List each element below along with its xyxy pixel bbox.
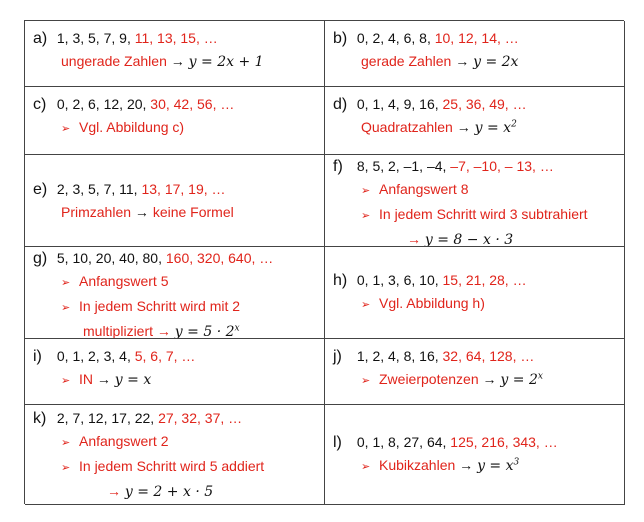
- formula-exponent: 2: [511, 119, 517, 130]
- formula: y = 2x + 1: [188, 54, 264, 70]
- sequence-known: 0, 1, 2, 3, 4,: [56, 348, 135, 364]
- sequence-known: 0, 1, 8, 27, 64,: [356, 433, 451, 450]
- note-1: Anfangswert 5: [79, 273, 169, 289]
- arrow-icon: →: [107, 483, 121, 499]
- sequence-known: 0, 2, 6, 12, 20,: [56, 96, 151, 112]
- arrow-icon: →: [156, 323, 171, 339]
- arrow-icon: →: [459, 456, 474, 473]
- cell-g: [25, 247, 325, 339]
- arrow-icon: →: [170, 53, 185, 69]
- formula-base: y = 5 · 2: [174, 324, 235, 339]
- cell-h: [325, 247, 625, 339]
- cell-d: [325, 87, 625, 155]
- note: Vgl. Abbildung c): [79, 119, 185, 135]
- cell-label: b): [333, 30, 348, 47]
- description: IN: [79, 371, 93, 387]
- bullet-icon: ➢: [61, 462, 71, 474]
- bullet-icon: ➢: [61, 302, 71, 314]
- cell-k: [25, 405, 325, 505]
- formula-base: y = x: [474, 120, 512, 136]
- description-2: keine Formel: [152, 203, 234, 220]
- cell-e: [25, 155, 325, 247]
- sequence-continuation: 27, 32, 37, …: [158, 410, 243, 426]
- cell-label: h): [333, 271, 348, 289]
- note-2: In jedem Schritt wird 3 subtrahiert: [379, 206, 588, 222]
- sequence-continuation: 5, 6, 7, …: [134, 348, 196, 364]
- note-2: In jedem Schritt wird 5 addiert: [79, 458, 265, 474]
- sequence-known: 0, 1, 4, 9, 16,: [356, 96, 443, 112]
- sequence-known: 8, 5, 2, –1, –4,: [356, 158, 451, 174]
- cell-l: [325, 405, 625, 505]
- sequence-known: 1, 2, 4, 8, 16,: [356, 348, 443, 364]
- cell-label: c): [33, 96, 47, 113]
- bullet-icon: ➢: [361, 210, 371, 222]
- cell-j: [325, 339, 625, 405]
- note-3: multipliziert: [83, 323, 154, 339]
- sequence-known: 5, 10, 20, 40, 80,: [56, 250, 166, 266]
- sequence-continuation: 13, 17, 19, …: [141, 180, 226, 197]
- sequence-continuation: 30, 42, 56, …: [150, 96, 235, 112]
- formula: y = 8 − x · 3: [424, 232, 514, 247]
- formula-base: y = 2: [500, 372, 538, 388]
- note: Vgl. Abbildung h): [379, 294, 485, 311]
- description: Primzahlen: [61, 203, 132, 220]
- description: Zweierpotenzen: [379, 371, 479, 387]
- cell-label: f): [333, 158, 343, 175]
- arrow-icon: →: [455, 53, 470, 69]
- bullet-icon: ➢: [361, 460, 371, 473]
- bullet-icon: ➢: [61, 277, 71, 289]
- arrow-icon: →: [482, 371, 497, 387]
- sequence-known: 2, 7, 12, 17, 22,: [56, 410, 159, 426]
- arrow-icon: →: [456, 119, 471, 135]
- description: Quadratzahlen: [361, 119, 453, 135]
- note-1: Anfangswert 8: [379, 181, 469, 197]
- cell-label: e): [33, 180, 48, 198]
- cell-c: [25, 87, 325, 155]
- sequence-known: 1, 3, 5, 7, 9,: [56, 30, 135, 46]
- cell-label: k): [33, 410, 47, 427]
- sequence-known: 0, 1, 3, 6, 10,: [356, 271, 443, 288]
- description: gerade Zahlen: [361, 53, 452, 69]
- formula-exponent: 3: [513, 456, 520, 467]
- bullet-icon: ➢: [61, 437, 71, 449]
- note-1: Anfangswert 2: [79, 433, 169, 449]
- formula: [500, 372, 543, 388]
- description: ungerade Zahlen: [61, 53, 167, 69]
- formula: [175, 324, 240, 339]
- cell-f: [325, 155, 625, 247]
- cell-label: i): [33, 348, 42, 365]
- bullet-icon: ➢: [61, 375, 71, 387]
- cell-label: a): [33, 30, 48, 47]
- bullet-icon: ➢: [361, 375, 371, 387]
- bullet-icon: ➢: [361, 298, 371, 311]
- sequence-continuation: 125, 216, 343, …: [450, 433, 558, 450]
- formula: y = 2x: [473, 54, 519, 70]
- sequence-continuation: 160, 320, 640, …: [165, 250, 274, 266]
- formula: y = 2 + x · 5: [124, 484, 214, 500]
- note-2: In jedem Schritt wird mit 2: [79, 298, 241, 314]
- sequence-known: 2, 3, 5, 7, 11,: [56, 180, 142, 197]
- bullet-icon: ➢: [61, 123, 71, 135]
- sequence-continuation: 15, 21, 28, …: [442, 271, 527, 288]
- cell-label: d): [333, 96, 348, 113]
- formula-base: y = x: [477, 457, 514, 474]
- cell-label: l): [333, 433, 342, 451]
- arrow-icon: →: [96, 371, 111, 387]
- sequence-continuation: 10, 12, 14, …: [434, 30, 519, 46]
- cell-label: j): [333, 348, 342, 365]
- formula: [477, 458, 519, 474]
- cell-a: [25, 21, 325, 87]
- formula-exponent: x: [537, 371, 543, 382]
- cell-b: [325, 21, 625, 87]
- sequence-continuation: 25, 36, 49, …: [442, 96, 527, 112]
- arrow-icon: →: [134, 203, 149, 220]
- formula: y = x: [114, 372, 152, 388]
- description: Kubikzahlen: [379, 456, 456, 473]
- sequence-known: 0, 2, 4, 6, 8,: [356, 30, 435, 46]
- cell-label: g): [33, 250, 48, 267]
- sequence-table: [24, 20, 624, 504]
- sequence-continuation: –7, –10, – 13, …: [450, 158, 554, 174]
- arrow-icon: →: [407, 231, 421, 247]
- cell-i: [25, 339, 325, 405]
- sequence-continuation: 32, 64, 128, …: [442, 348, 535, 364]
- formula: [475, 120, 517, 136]
- formula-exponent: x: [234, 323, 240, 334]
- sequence-continuation: 11, 13, 15, …: [134, 30, 218, 46]
- bullet-icon: ➢: [361, 185, 371, 197]
